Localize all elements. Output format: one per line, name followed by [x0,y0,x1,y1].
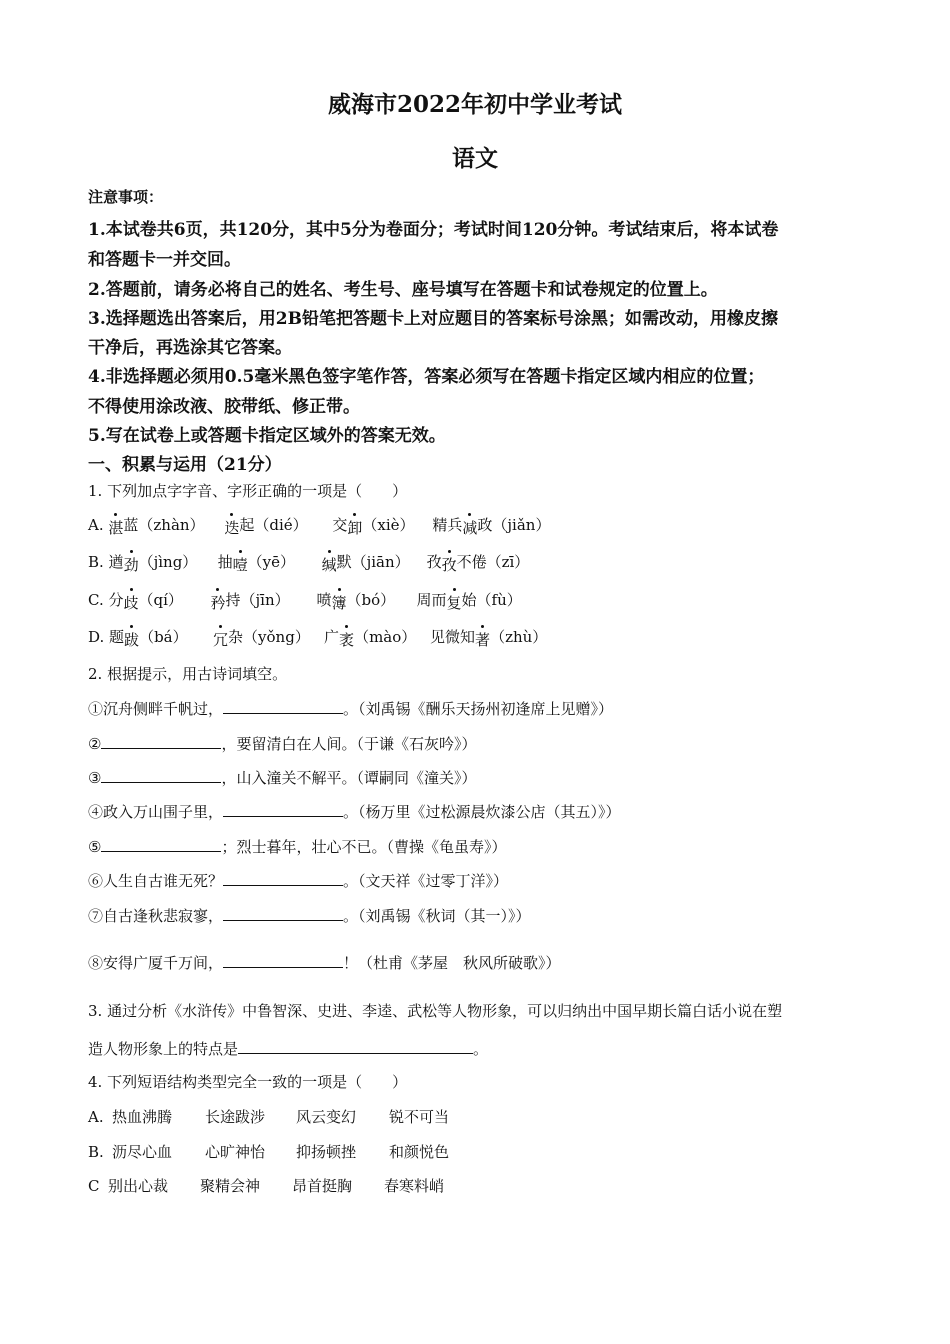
dotted-char: 复 [446,594,462,612]
word-item: 湛蓝（zhàn） [108,516,205,537]
phrase: 抑扬顿挫 [296,1143,357,1161]
dotted-char: 噎 [232,556,248,574]
notice-line: 不得使用涂改液、胶带纸、修正带。 [88,397,360,417]
poem-fill-item: ⑧安得广厦千万间， ！（杜甫《茅屋 秋风所破歌》） [88,954,561,972]
word-item: 题跋（bá） [109,628,188,649]
word-item: 喷簿（bó） [316,591,396,612]
q1-option-a [88,514,550,535]
word-item: 冗杂（yǒng） [213,628,310,649]
q4-option-b [88,1141,449,1162]
dotted-char: 跋 [124,631,140,649]
word-item: 精兵减政（jiǎn） [432,516,551,537]
dotted-char: 劲 [123,556,139,574]
option-label: B. [88,1143,104,1161]
answer-blank[interactable] [223,953,343,968]
phrase: 春寒料峭 [384,1177,445,1195]
word-item: 缄默（jiān） [321,553,410,574]
section-title: 一、积累与运用（21分） [88,455,282,475]
dotted-char: 袤 [339,631,355,649]
poem-fill-item: ①沉舟侧畔千帆过， 。（刘禹锡《酬乐天扬州初逢席上见赠》） [88,700,614,718]
notice-line: 2.答题前，请务必将自己的姓名、考生号、座号填写在答题卡和试卷规定的位置上。 [88,280,718,300]
question-2-stem: 2. 根据提示，用古诗词填空。 [88,665,288,683]
dotted-char: 减 [462,519,478,537]
q1-option-d [88,626,547,647]
phrase: 昂首挺胸 [292,1177,353,1195]
question-4-stem: 4. 下列短语结构类型完全一致的一项是（ ） [88,1073,408,1091]
poem-fill-item: ③ ，山入潼关不解平。（谭嗣同《潼关》） [88,769,477,787]
option-label: D. [88,628,110,646]
notice-line: 4.非选择题必须用0.5毫米黑色签字笔作答，答案必须写在答题卡指定区域内相应的位置； [88,367,765,387]
option-label: C. [88,591,109,609]
q1-option-b [88,551,529,572]
poem-fill-item: ⑦自古逢秋悲寂寥， 。（刘禹锡《秋词（其一）》） [88,907,531,925]
notice-heading: 注意事项： [88,188,164,206]
poem-fill-item: ④政入万山围子里， 。（杨万里《过松源晨炊漆公店（其五）》） [88,803,621,821]
answer-blank[interactable] [101,734,221,749]
notice-line: 5.写在试卷上或答题卡指定区域外的答案无效。 [88,426,446,446]
dotted-char: 冗 [213,631,229,649]
notice-line: 干净后，再选涂其它答案。 [88,338,292,358]
dotted-char: 歧 [123,594,139,612]
word-item: 遒劲（jìng） [108,553,198,574]
answer-blank[interactable] [238,1039,473,1054]
poem-fill-item: ⑥人生自古谁无死？ 。（文天祥《过零丁洋》） [88,872,509,890]
poem-fill-item: ② ，要留清白在人间。（于谦《石灰吟》） [88,735,477,753]
phrase: 长途跋涉 [205,1108,266,1126]
dotted-char: 孜 [441,556,457,574]
question-3-answer-line: 造人物形象上的特点是 。 [88,1040,489,1058]
question-1-stem: 1. 下列加点字字音、字形正确的一项是（ ） [88,482,408,500]
exam-title: 威海市2022年初中学业考试 [327,91,622,118]
option-label: A. [88,516,109,534]
dotted-char: 矜 [210,594,226,612]
poem-fill-item: ⑤ ；烈士暮年，壮心不已。（曹操《龟虽寿》） [88,838,507,856]
question-3-stem: 3. 通过分析《水浒传》中鲁智深、史进、李逵、武松等人物形象，可以归纳出中国早期长篇白话小说在塑 [88,1002,783,1020]
phrase: 沥尽心血 [112,1143,173,1161]
word-item: 周而复始（fù） [416,591,522,612]
phrase: 锐不可当 [389,1108,450,1126]
q1-option-c [88,589,522,610]
word-item: 交卸（xiè） [332,516,415,537]
answer-blank[interactable] [223,906,343,921]
phrase: 别出心裁 [108,1177,169,1195]
subject-title: 语文 [452,145,498,172]
q4-option-a [88,1106,449,1127]
phrase: 心旷神怡 [205,1143,266,1161]
q4-option-c [88,1175,444,1196]
option-label: A. [88,1108,104,1126]
word-item: 广袤（mào） [324,628,417,649]
dotted-char: 簿 [331,594,347,612]
notice-line: 1.本试卷共6页，共120分，其中5分为卷面分；考试时间120分钟。考试结束后，将本试卷 [88,220,779,240]
word-item: 见微知著（zhù） [430,628,548,649]
dotted-char: 迭 [224,519,240,537]
notice-line: 3.选择题选出答案后，用2B铅笔把答题卡上对应题目的答案标号涂黑；如需改动，用橡皮擦 [88,309,778,329]
answer-blank[interactable] [223,871,343,886]
phrase: 热血沸腾 [112,1108,173,1126]
answer-blank[interactable] [101,768,221,783]
dotted-char: 湛 [108,519,124,537]
word-item: 迭起（dié） [224,516,308,537]
phrase: 聚精会神 [200,1177,261,1195]
option-label: B. [88,553,109,571]
word-item: 矜持（jīn） [210,591,290,612]
dotted-char: 卸 [347,519,363,537]
dotted-char: 缄 [321,556,337,574]
answer-blank[interactable] [223,699,343,714]
answer-blank[interactable] [101,837,221,852]
word-item: 抽噎（yē） [217,553,295,574]
option-label: C [88,1177,100,1195]
notice-line: 和答题卡一并交回。 [88,250,241,270]
phrase: 和颜悦色 [389,1143,450,1161]
phrase: 风云变幻 [296,1108,357,1126]
word-item: 孜孜不倦（zī） [426,553,530,574]
dotted-char: 著 [475,631,491,649]
answer-blank[interactable] [223,802,343,817]
word-item: 分歧（qí） [108,591,183,612]
